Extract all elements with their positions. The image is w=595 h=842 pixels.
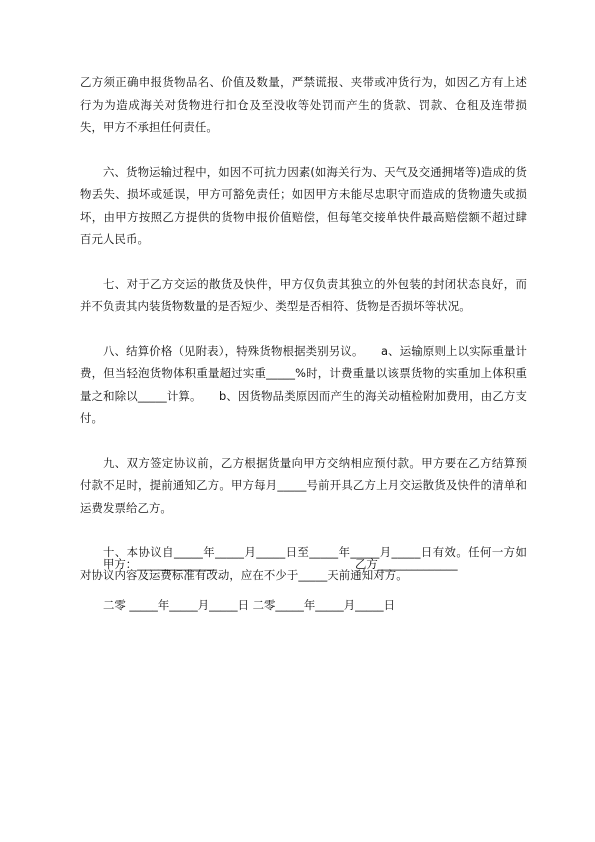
- date-line: 二零 _____年_____月_____日 二零_____年_____月_____日: [103, 598, 396, 612]
- paragraph-liability: 乙方须正确申报货物品名、价值及数量，严禁谎报、夹带或冲货行为，如因乙方有上述行为为造成海关对货物进行扣仓及至没收等处罚而产生的货款、罚款、仓租及连带损失，甲方不承担任何责任。: [80, 75, 527, 134]
- party-a-signature: 甲方：______________: [103, 557, 217, 571]
- paragraph-clause-8: 八、结算价格（见附表），特殊货物根据类别另议。 a、运输原则上以实际重量计费，但当轻泡货物体积重量超过实重_____%时，计费重量以该票货物的实重加上体积重量之和除以_____计算。 b、因货物品类原因而产生的海关动植检附加费用，由乙方支付。: [80, 343, 527, 425]
- paragraph-clause-6: 六、货物运输过程中，如因不可抗力因素(如海关行为、天气及交通拥堵等)造成的货物丢失、损坏或延误，甲方可豁免责任；如因甲方未能尽忠职守而造成的货物遗失或损坏，由甲方按照乙方提供的货物申报价值赔偿，但每笔交接单快件最高赔偿额不超过肆百元人民币。: [80, 164, 527, 246]
- party-b-signature: 乙方______________: [355, 557, 458, 571]
- paragraph-clause-10: 十、本协议自_____年_____月_____日至_____年_____月_____日有效。任何一方如对协议内容及运费标准有改动，应在不少于_____天前通知对方。: [80, 545, 527, 582]
- paragraph-clause-9: 九、双方签定协议前，乙方根据货量向甲方交纳相应预付款。甲方要在乙方结算预付款不足时，提前通知乙方。甲方每月_____号前开具乙方上月交运散货及快件的清单和运费发票给乙方。: [80, 455, 527, 515]
- paragraph-clause-7: 七、对于乙方交运的散货及快件，甲方仅负责其独立的外包装的封闭状态良好，而并不负责其内装货物数量的是否短少、类型是否相符、货物是否损坏等状况。: [80, 276, 527, 313]
